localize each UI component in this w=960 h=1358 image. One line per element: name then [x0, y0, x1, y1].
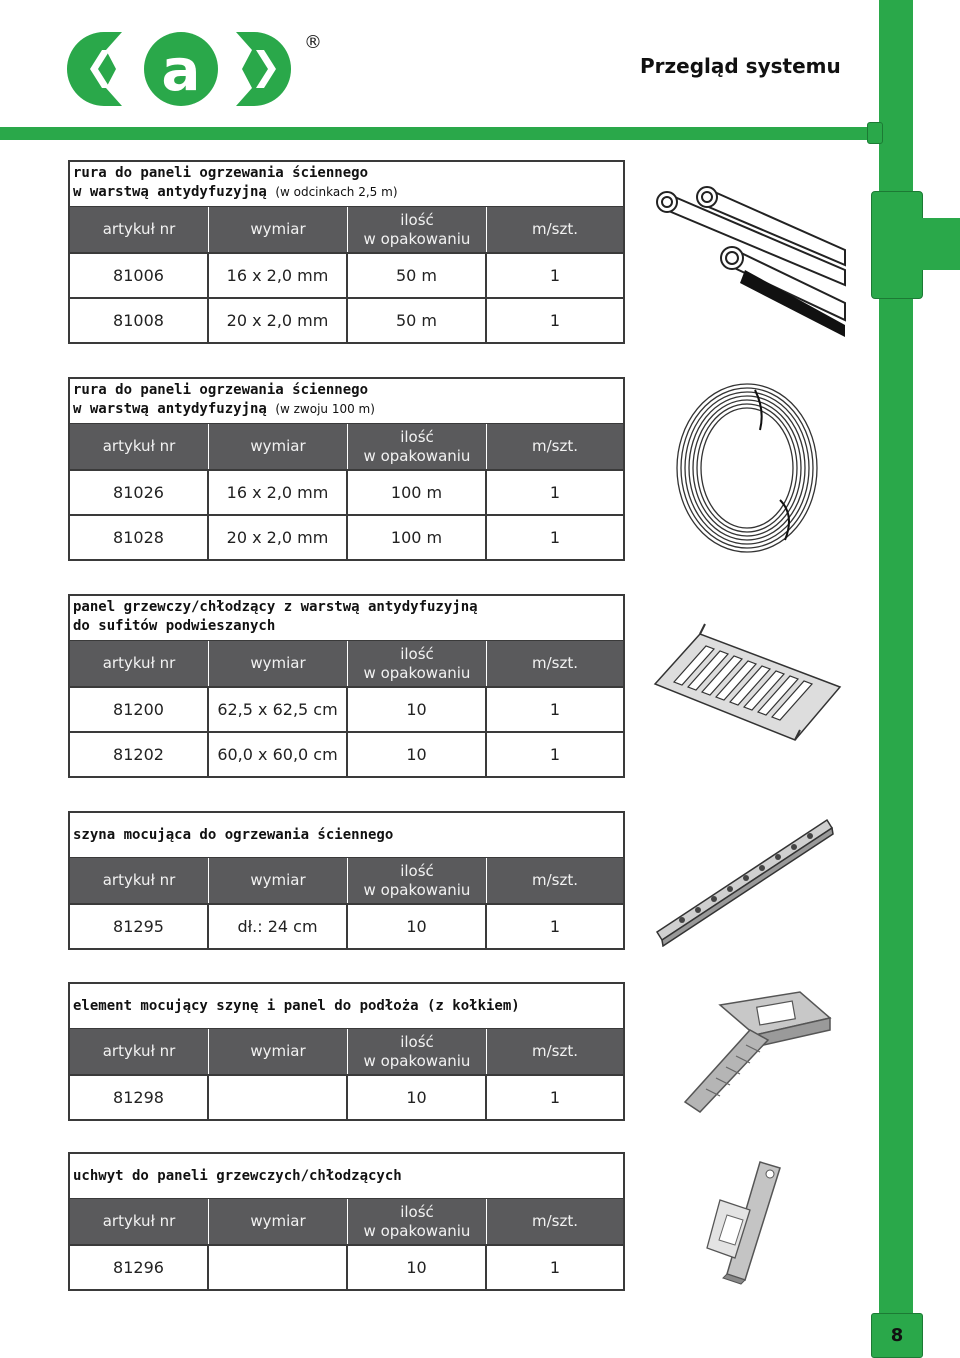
product-table-fixing-element	[68, 982, 625, 1121]
product-table-panel-holder	[68, 1152, 625, 1291]
table-header: artykuł nr wymiar ilość w opakowaniu m/szt.	[70, 641, 623, 686]
table-row: 81200 62,5 x 62,5 cm 10 1	[70, 686, 623, 731]
table-header: artykuł nr wymiar ilość w opakowaniu m/szt.	[70, 858, 623, 903]
fixing-element-icon	[680, 990, 840, 1115]
section-title: uchwyt do paneli grzewczych/chłodzących	[70, 1154, 623, 1199]
section-title: element mocujący szynę i panel do podłoża (z kołkiem)	[70, 984, 623, 1029]
table-row: 81026 16 x 2,0 mm 100 m 1	[70, 469, 623, 514]
pipe-coil-icon	[670, 380, 825, 560]
bar-junction	[867, 122, 883, 144]
table-row: 81028 20 x 2,0 mm 100 m 1	[70, 514, 623, 559]
section-title: szyna mocująca do ogrzewania ściennego	[70, 813, 623, 858]
table-row: 81008 20 x 2,0 mm 50 m 1	[70, 297, 623, 342]
product-table-pipe-coil	[68, 377, 625, 561]
registered-mark: ®	[304, 32, 322, 53]
table-row: 81202 60,0 x 60,0 cm 10 1	[70, 731, 623, 776]
table-row: 81295 dł.: 24 cm 10 1	[70, 903, 623, 948]
table-header: artykuł nr wymiar ilość w opakowaniu m/szt.	[70, 424, 623, 469]
mounting-rail-icon	[652, 812, 837, 947]
section-title: rura do paneli ogrzewania ściennego w warstwą antydyfuzyjną (w odcinkach 2,5 m)	[70, 162, 623, 207]
section-title: rura do paneli ogrzewania ściennego w warstwą antydyfuzyjną (w zwoju 100 m)	[70, 379, 623, 424]
grid-panel-icon	[650, 622, 850, 747]
product-table-ceiling-panel	[68, 594, 625, 778]
brand-logo	[64, 28, 324, 110]
section-title: panel grzewczy/chłodzący z warstwą antydyfuzyjną do sufitów podwieszanych	[70, 596, 623, 641]
table-header: artykuł nr wymiar ilość w opakowaniu m/szt.	[70, 1199, 623, 1244]
product-table-pipe-bars	[68, 160, 625, 344]
panel-holder-icon	[705, 1160, 785, 1285]
product-table-mounting-rail	[68, 811, 625, 950]
table-row: 81298 10 1	[70, 1074, 623, 1119]
table-row: 81006 16 x 2,0 mm 50 m 1	[70, 252, 623, 297]
green-right-strip	[913, 218, 960, 270]
green-horizontal-bar	[0, 127, 879, 140]
logo-letter: a	[161, 36, 201, 104]
table-header: artykuł nr wymiar ilość w opakowaniu m/szt.	[70, 1029, 623, 1074]
table-row: 81296 10 1	[70, 1244, 623, 1289]
page-number: 8	[871, 1313, 923, 1358]
table-header: artykuł nr wymiar ilość w opakowaniu m/szt.	[70, 207, 623, 252]
pipe-bars-icon	[650, 175, 850, 345]
page-title: Przegląd systemu	[640, 54, 841, 78]
